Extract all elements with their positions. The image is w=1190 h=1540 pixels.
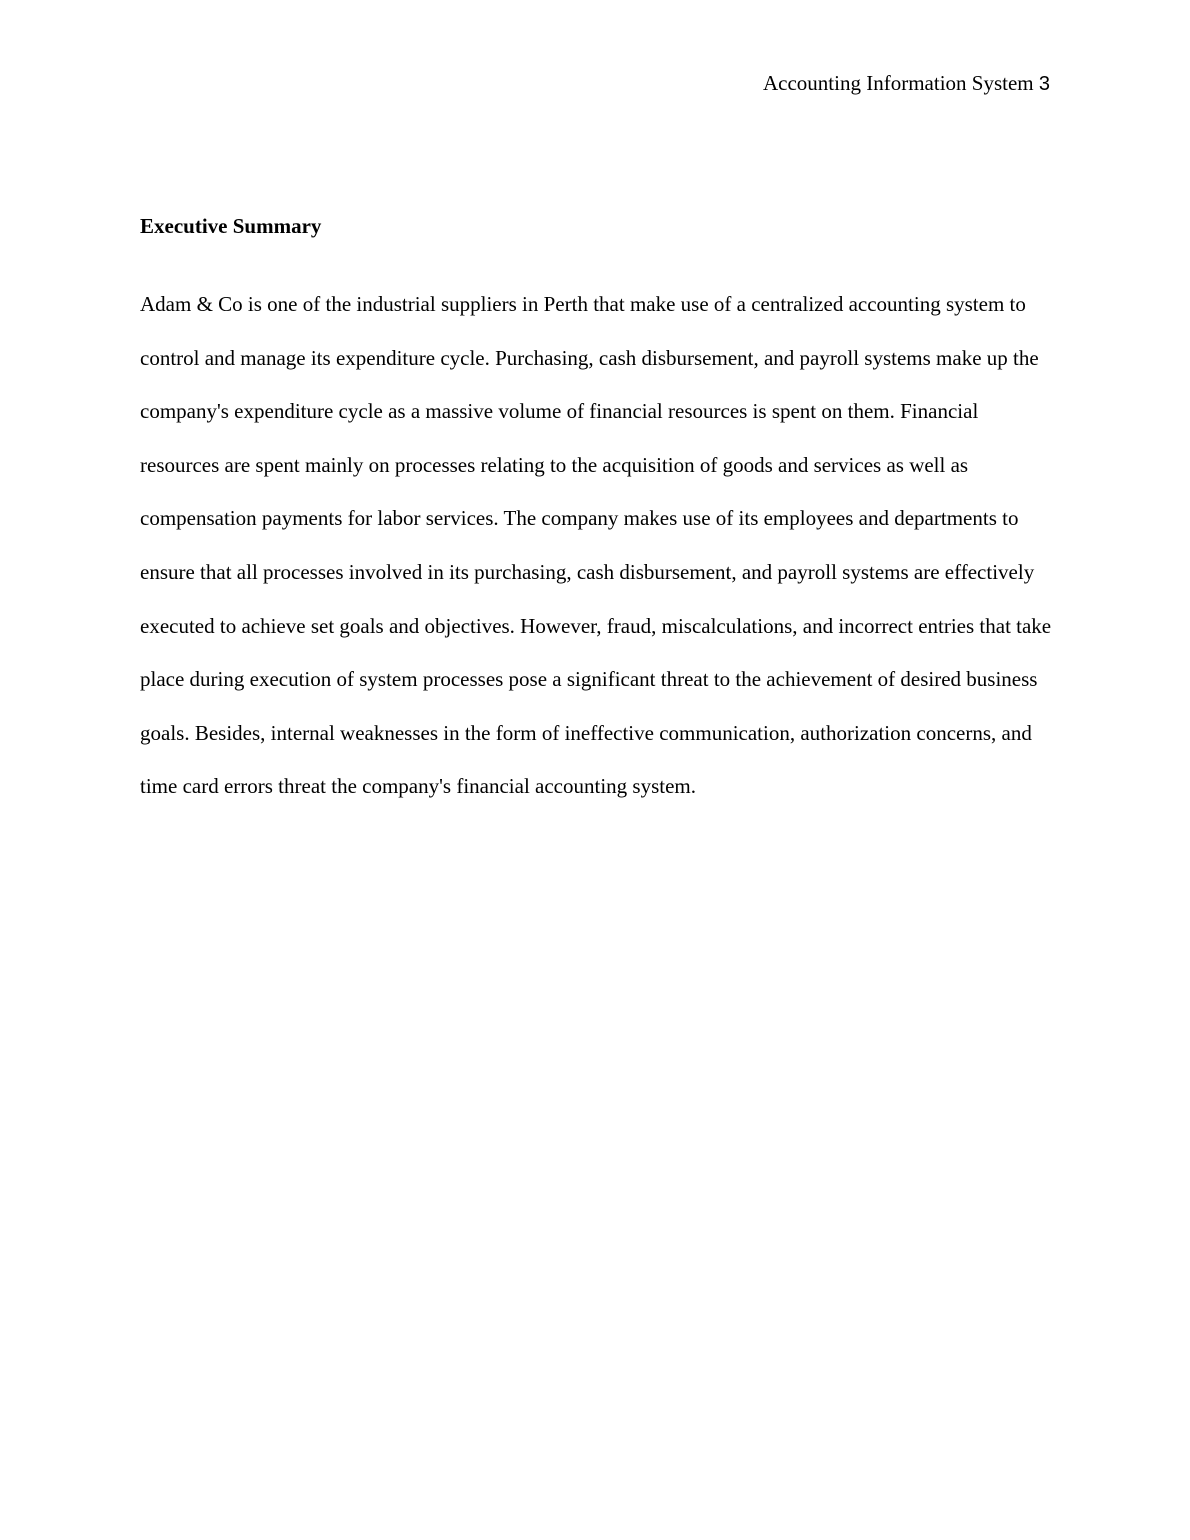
running-header <box>763 68 1050 99</box>
page-number: 3 <box>1038 73 1050 95</box>
section-heading: Executive Summary <box>140 214 322 238</box>
section-executive-summary <box>140 210 1052 814</box>
running-title: Accounting Information System <box>763 71 1034 95</box>
summary-paragraph: Adam & Co is one of the industrial suppliers in Perth that make use of a centralized accounting system to control and manage its expenditure cycle. Purchasing, cash disbursement, and payroll systems make up the company's expenditure cycle as a massive volume of financial resources is spent on them. Financial resources are spent mainly on processes relating to the acquisition of goods and services as well as compensation payments for labor services. The company makes use of its employees and departments to ensure that all processes involved in its purchasing, cash disbursement, and payroll systems are effectively executed to achieve set goals and objectives. However, fraud, miscalculations, and incorrect entries that take place during execution of system processes pose a significant threat to the achievement of desired business goals. Besides, internal weaknesses in the form of ineffective communication, authorization concerns, and time card errors threat the company's financial accounting system. <box>140 292 1052 799</box>
